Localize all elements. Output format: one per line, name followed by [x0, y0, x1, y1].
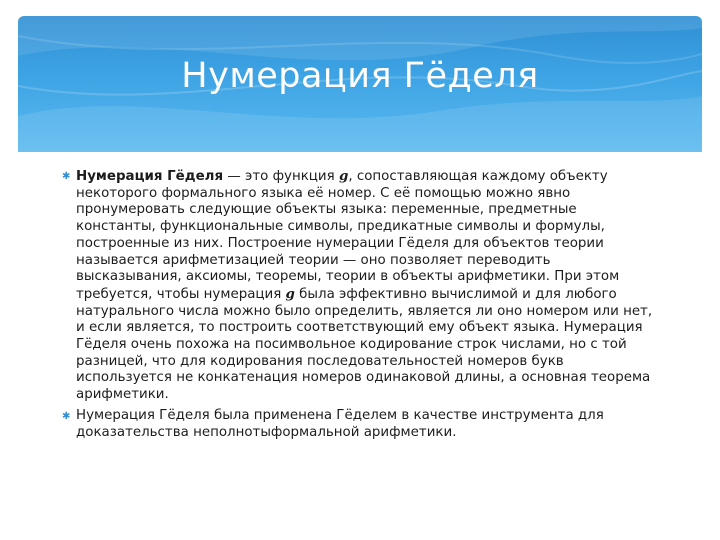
slide-title: Нумерация Гёделя — [181, 56, 539, 96]
paragraph-text: была эффективно вычислимой и для любого натурального числа можно было определить, является ли оно номером или нет, и если является, то построить соответствующий ему объект языка. Нумерация Гёделя очень похожа на посимвольное кодирование строк числами, но с той разницей, что для кодирования последовательностей номеров букв используется не конкатенация номеров одинаковой длины, а основная теорема арифметики. — [76, 286, 653, 403]
slide-body — [64, 168, 654, 445]
paragraph-text: — это функция — [223, 169, 339, 184]
paragraph-text: , сопоставляющая каждому объекту некоторого формального языка её номер. С её помощью можно явно пронумеровать следующие объекты языка: переменные, предметные константы, функциональные символы, предикатные символы и формулы, построенные из них. Построение нумерации Гёделя для объектов теории называется арифметизацией теории — оно позволяет переводить высказывания, аксиомы, теоремы, теории в объекты арифметики. При этом требуется, чтобы нумерация — [76, 169, 620, 302]
symbol-g: g — [285, 285, 295, 302]
paragraph-definition — [64, 168, 654, 404]
paragraph-application — [64, 408, 654, 441]
symbol-g: g — [338, 168, 349, 184]
paragraph-text: Нумерация Гёделя была применена Гёделем в качестве инструмента для доказательства неполнотыформальной арифметики. — [76, 407, 604, 440]
term-label: Нумерация Гёделя — [76, 169, 224, 184]
bullet-icon: ✱ — [62, 410, 71, 422]
bullet-icon: ✱ — [62, 171, 71, 182]
